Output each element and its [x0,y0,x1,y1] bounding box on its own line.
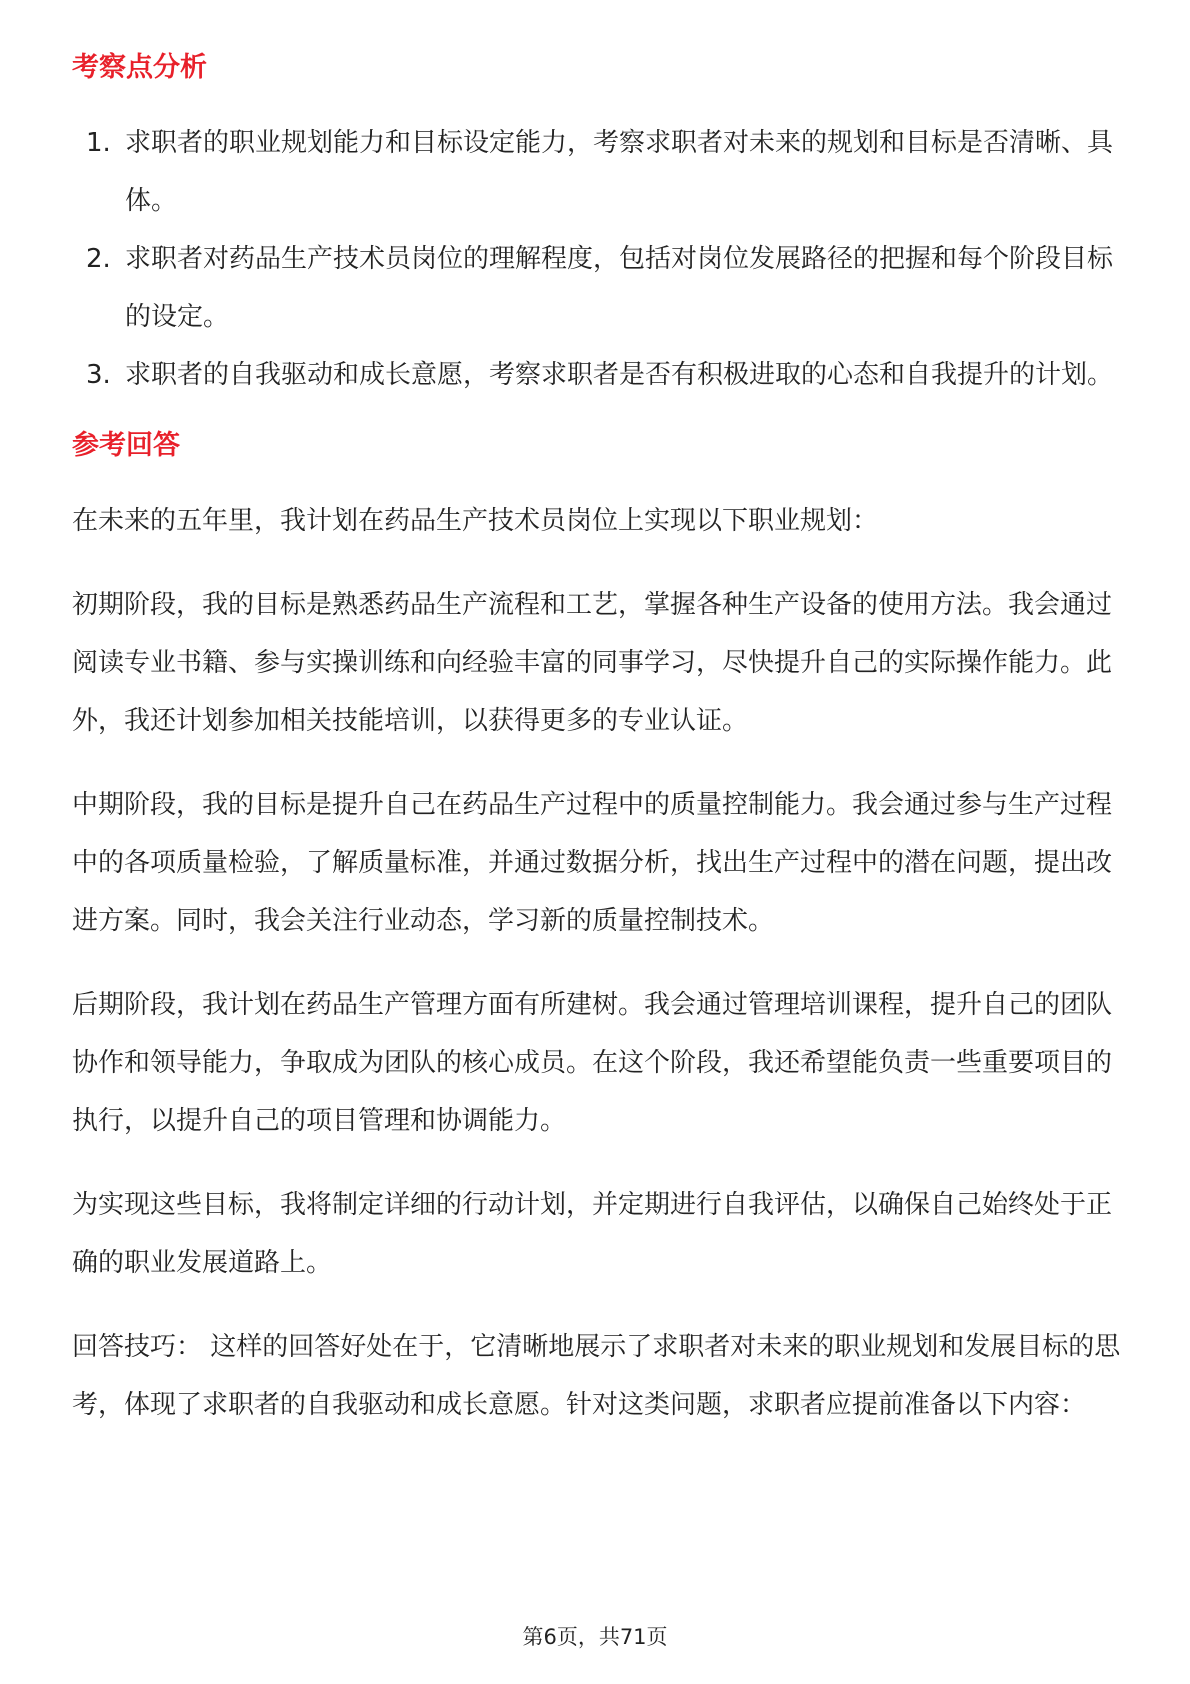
list-item-text: 求职者的自我驱动和成长意愿，考察求职者是否有积极进取的心态和自我提升的计划。 [125,360,1114,390]
list-item [72,114,1122,230]
paragraph-late-stage: 后期阶段，我计划在药品生产管理方面有所建树。我会通过管理培训课程，提升自己的团队协作和领导能力，争取成为团队的核心成员。在这个阶段，我还希望能负责一些重要项目的执行，以提升自己的项目管理和协调能力。 [72,990,1113,1136]
list-item-text: 求职者的职业规划能力和目标设定能力，考察求职者对未来的规划和目标是否清晰、具体。 [125,128,1114,216]
list-item-text: 求职者对药品生产技术员岗位的理解程度，包括对岗位发展路径的把握和每个阶段目标的设定。 [125,244,1114,332]
list-item-number: 1. [86,128,111,158]
list-item [72,230,1122,346]
paragraph-early-stage: 初期阶段，我的目标是熟悉药品生产流程和工艺，掌握各种生产设备的使用方法。我会通过阅读专业书籍、参与实操训练和向经验丰富的同事学习，尽快提升自己的实际操作能力。此外，我还计划参加相关技能培训，以获得更多的专业认证。 [72,590,1113,736]
paragraph-intro: 在未来的五年里，我计划在药品生产技术员岗位上实现以下职业规划： [72,506,879,536]
reference-heading: 参考回答 [72,430,180,461]
page-content [72,48,1122,1434]
list-item-number: 3. [86,360,111,390]
list-item-number: 2. [86,244,111,274]
analysis-list [72,114,1122,404]
paragraph-answer-tips: 回答技巧： 这样的回答好处在于，它清晰地展示了求职者对未来的职业规划和发展目标的思考，体现了求职者的自我驱动和成长意愿。针对这类问题，求职者应提前准备以下内容： [72,1332,1121,1420]
analysis-heading: 考察点分析 [72,52,207,83]
list-item [72,346,1122,404]
paragraph-conclusion: 为实现这些目标，我将制定详细的行动计划，并定期进行自我评估，以确保自己始终处于正确的职业发展道路上。 [72,1190,1113,1278]
page-number: 第6页，共71页 [522,1625,668,1649]
paragraph-mid-stage: 中期阶段，我的目标是提升自己在药品生产过程中的质量控制能力。我会通过参与生产过程中的各项质量检验，了解质量标准，并通过数据分析，找出生产过程中的潜在问题，提出改进方案。同时，我会关注行业动态，学习新的质量控制技术。 [72,790,1113,936]
